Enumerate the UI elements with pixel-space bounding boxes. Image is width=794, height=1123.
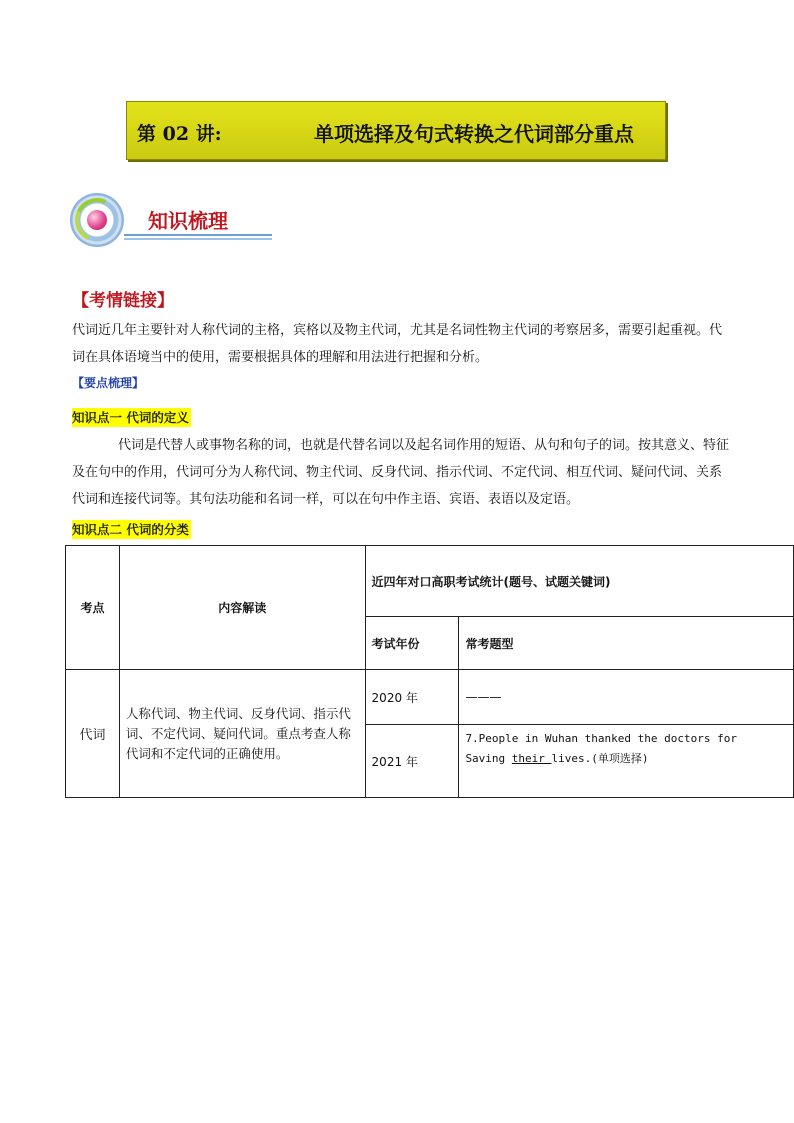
question-2021-line2 — [465, 749, 787, 769]
header-type: 常考题型 — [459, 617, 794, 670]
exam-link-heading: 【考情链接】 — [72, 291, 174, 311]
lecture-title-banner — [126, 101, 666, 160]
header-content: 内容解读 — [119, 546, 365, 670]
year-2020: 2020 年 — [365, 670, 459, 725]
row-point: 代词 — [66, 670, 120, 798]
question-2021 — [459, 725, 794, 798]
section-title: 知识梳理 — [148, 209, 228, 233]
header-year: 考试年份 — [365, 617, 459, 670]
section-underline-secondary — [124, 238, 272, 240]
row-content: 人称代词、物主代词、反身代词、指示代词、不定代词、疑问代词。重点考查人称代词和不定代词的正确使用。 — [119, 670, 365, 798]
question-2021-pre: Saving — [465, 752, 512, 765]
point1-text: 代词是代替人或事物名称的词，也就是代替名词以及起名词作用的短语、从句和句子的词。按其意义、特征及在句中的作用，代词可分为人称代词、物主代词、反身代词、指示代词、不定代词、相互代词、疑问代词、关系代词和连接代词等。其句法功能和名词一样，可以在句中作主语、宾语、表语以及定语。 — [72, 438, 730, 507]
point2-heading: 知识点二 代词的分类 — [72, 522, 189, 537]
lecture-title: 单项选择及句式转换之代词部分重点 — [314, 122, 634, 146]
header-stats: 近四年对口高职考试统计(题号、试题关键词) — [365, 546, 793, 617]
ball-icon — [87, 210, 107, 230]
year-2021: 2021 年 — [365, 725, 459, 798]
point1-heading: 知识点一 代词的定义 — [72, 410, 189, 425]
section-underline — [124, 234, 272, 236]
question-2021-post: lives.(单项选择) — [551, 752, 649, 765]
question-2021-line1: 7.People in Wuhan thanked the doctors for — [465, 732, 737, 745]
pronoun-table — [65, 545, 794, 798]
key-points-heading: 【要点梳理】 — [72, 376, 145, 390]
question-2020: ——— — [459, 670, 794, 725]
section-header — [70, 193, 280, 249]
header-point: 考点 — [66, 546, 120, 670]
lecture-number: 第 02 讲: — [137, 123, 222, 145]
question-2021-answer: their — [511, 752, 552, 765]
exam-link-text: 代词近几年主要针对人称代词的主格，宾格以及物主代词，尤其是名词性物主代词的考察居多，需要引起重视。代词在具体语境当中的使用，需要根据具体的理解和用法进行把握和分析。 — [72, 323, 723, 365]
